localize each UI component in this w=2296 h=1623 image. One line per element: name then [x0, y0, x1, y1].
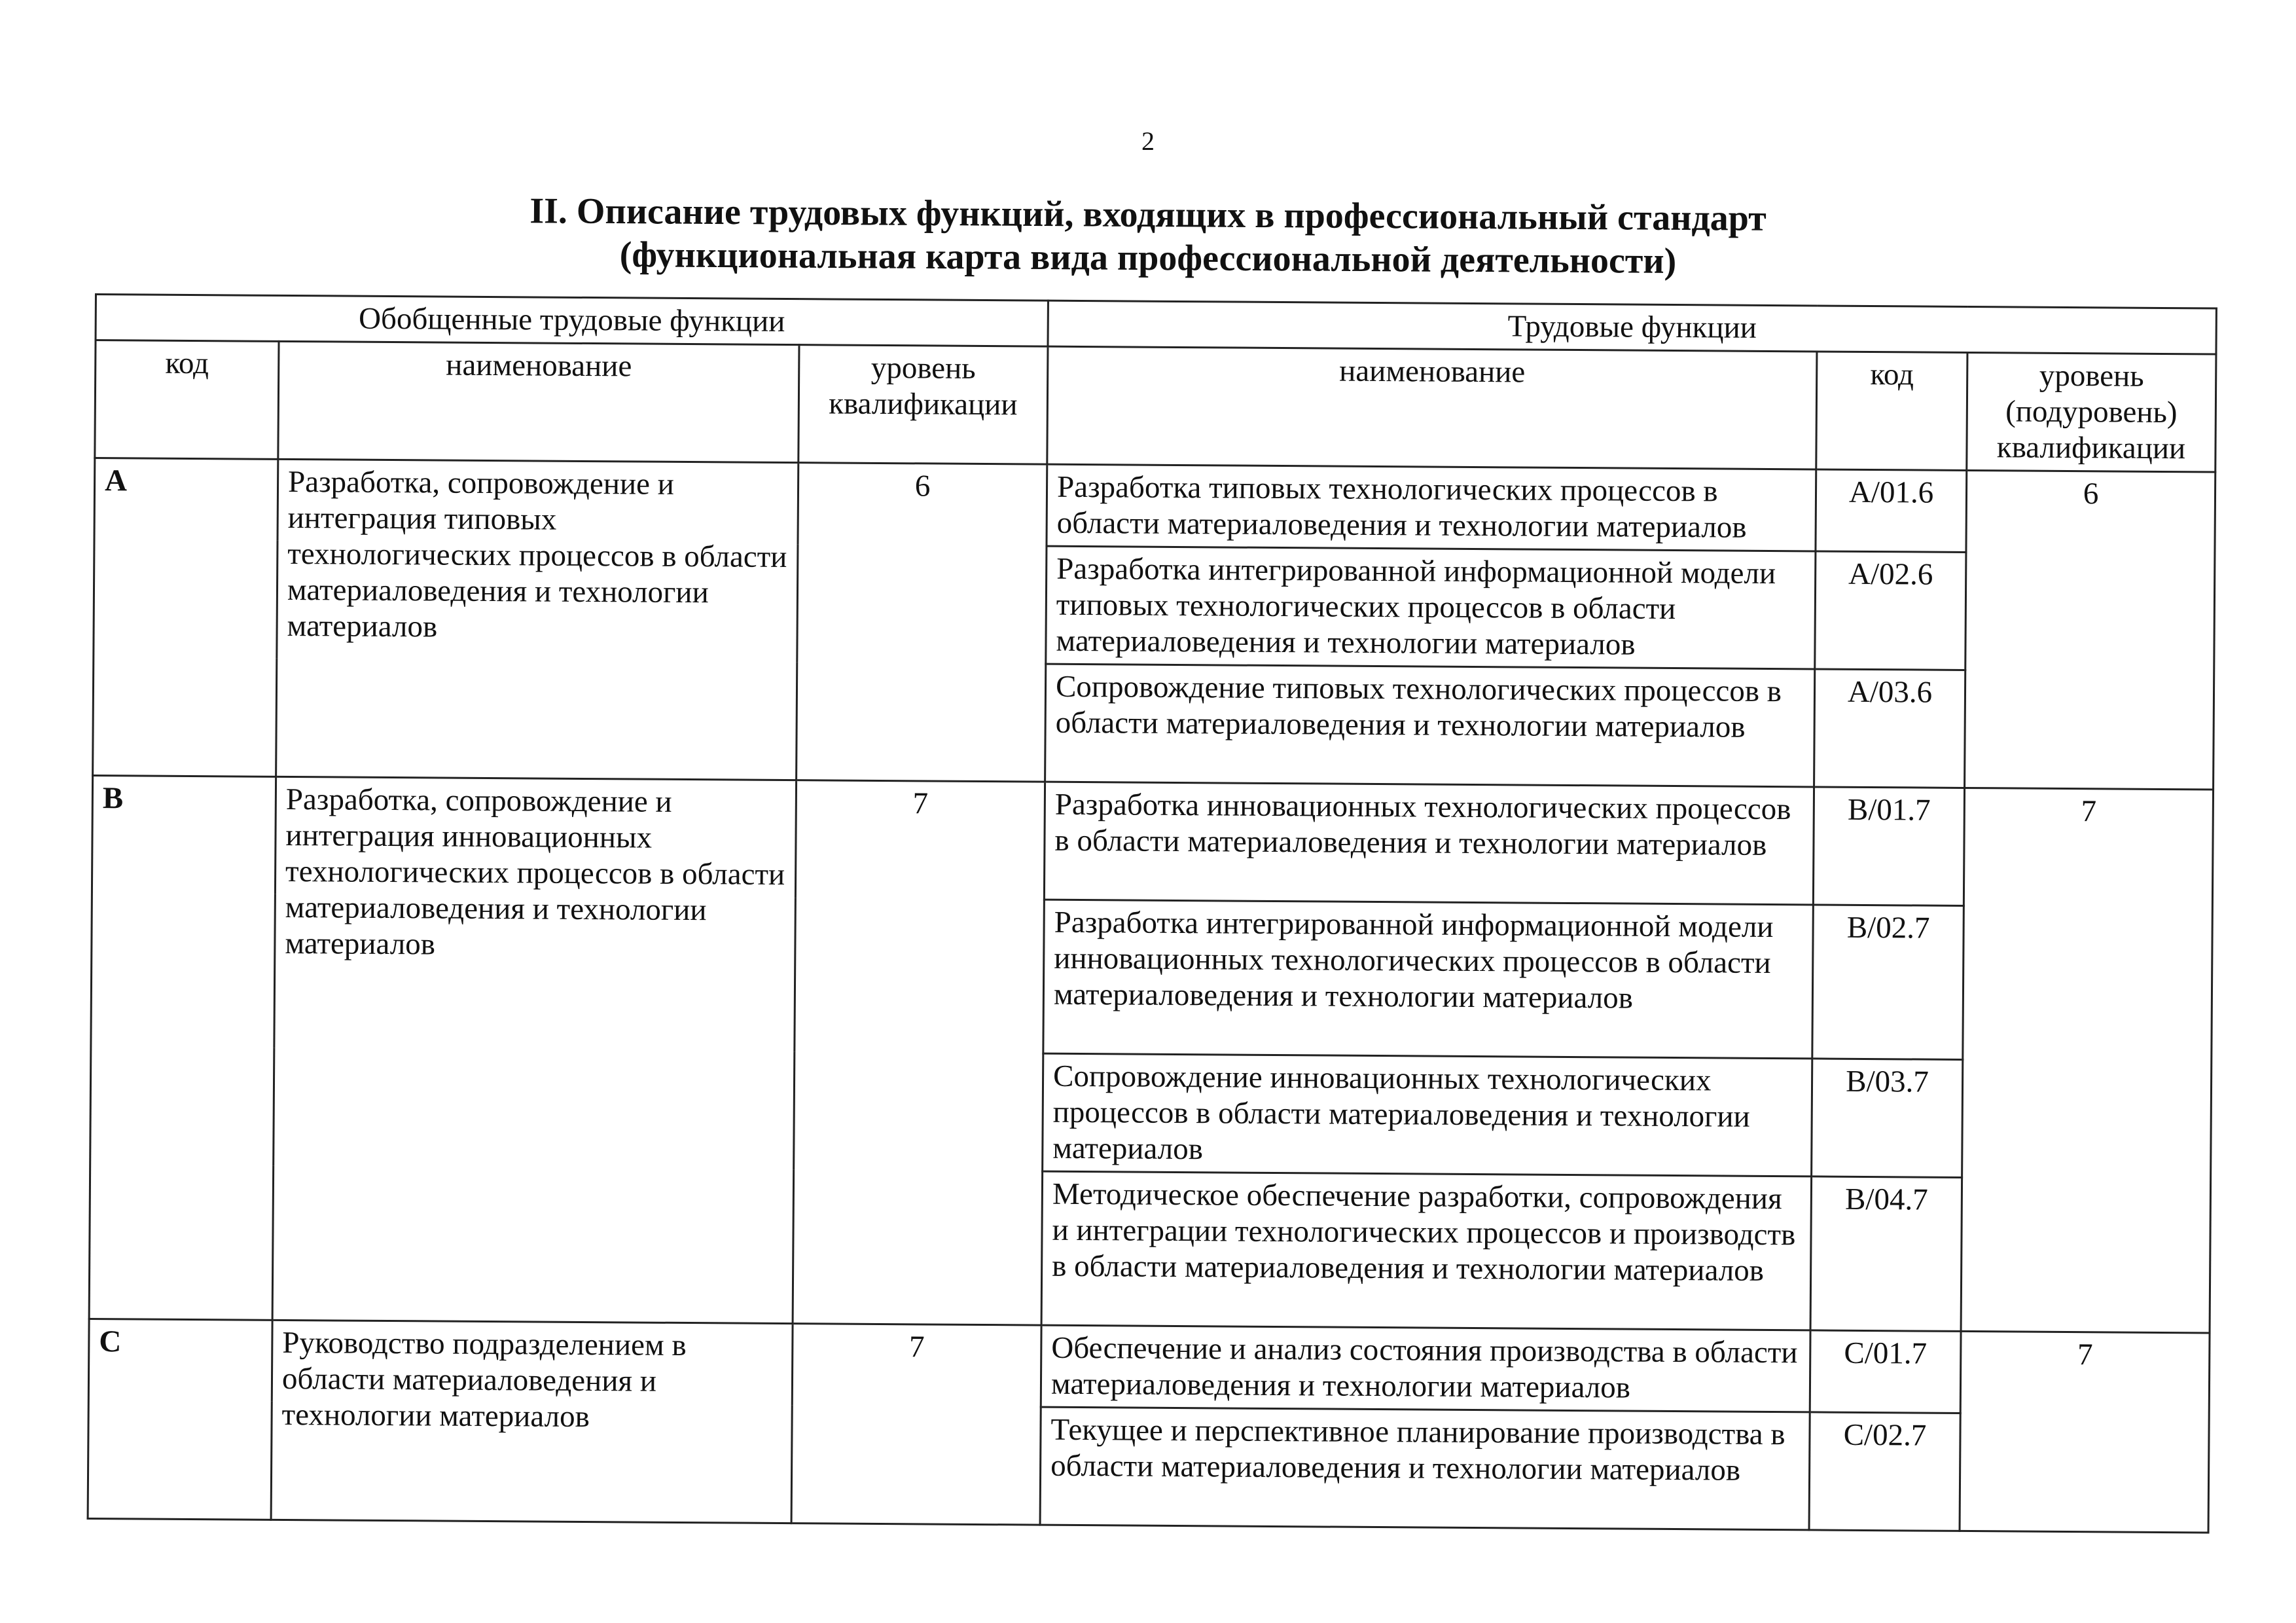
labor-function-code: A/01.6 — [1816, 469, 1967, 553]
header-tf-name: наименование — [1047, 346, 1817, 469]
section-title-line-2: (функциональная карта вида профессиональной деятельности) — [619, 234, 1677, 282]
labor-function-code: C/01.7 — [1810, 1330, 1961, 1413]
table-row — [88, 1319, 2210, 1414]
labor-function-name: Сопровождение инновационных технологических процессов в области материаловедения и технологии материалов — [1043, 1053, 1812, 1176]
labor-function-name: Сопровождение типовых технологических процессов в области материаловедения и технологии материалов — [1045, 664, 1815, 787]
table-row — [94, 458, 2215, 553]
labor-function-code: B/02.7 — [1812, 905, 1964, 1060]
gen-function-level: 6 — [797, 463, 1047, 782]
functional-map-table — [87, 293, 2217, 1533]
gen-function-level: 7 — [793, 780, 1045, 1326]
labor-function-level: 6 — [1965, 470, 2215, 790]
labor-function-name: Методическое обеспечение разработки, сопровождения и интеграции технологических процессов и производств в области материаловедения и технологии материалов — [1041, 1171, 1812, 1330]
labor-function-name: Разработка типовых технологических процессов в области материаловедения и технологии материалов — [1047, 464, 1816, 551]
header-gen-name: наименование — [278, 341, 799, 462]
labor-function-code: B/03.7 — [1812, 1059, 1963, 1178]
labor-function-name: Разработка интегрированной информационной модели типовых технологических процессов в области материаловедения и технологии материалов — [1046, 546, 1816, 669]
header-gen-code: код — [95, 340, 279, 459]
gen-function-code: B — [89, 775, 276, 1320]
labor-function-name: Обеспечение и анализ состояния производства в области материаловедения и технологии материалов — [1041, 1325, 1810, 1412]
header-tf-code: код — [1816, 352, 1967, 470]
gen-function-code: C — [88, 1319, 272, 1520]
labor-function-code: B/04.7 — [1810, 1176, 1962, 1332]
labor-function-name: Разработка интегрированной информационной модели инновационных технологических процессов в области материаловедения и технологии материалов — [1043, 900, 1814, 1059]
labor-function-code: A/02.6 — [1815, 551, 1966, 670]
header-generalized-functions: Обобщенные трудовые функции — [96, 295, 1048, 347]
labor-function-name: Текущее и перспективное планирование производства в области материаловедения и технологии материалов — [1040, 1407, 1810, 1530]
labor-function-level: 7 — [1960, 1331, 2210, 1533]
functional-map-sheet — [87, 293, 2215, 1525]
header-row-sub — [95, 340, 2216, 471]
section-title-line-1: II. Описание трудовых функций, входящих в профессиональный стандарт — [529, 191, 1767, 239]
gen-function-name: Руководство подразделением в области материаловедения и технологии материалов — [271, 1320, 793, 1523]
gen-function-code: A — [93, 458, 278, 776]
gen-function-name: Разработка, сопровождение и интеграция инновационных технологических процессов в области материаловедения и технологии материалов — [272, 776, 796, 1323]
labor-function-code: A/03.6 — [1814, 669, 1965, 788]
header-gen-level: уровень квалификации — [798, 345, 1048, 464]
labor-function-name: Разработка инновационных технологических процессов в области материаловедения и технологии материалов — [1044, 782, 1814, 905]
gen-function-level: 7 — [791, 1324, 1041, 1525]
header-tf-level: уровень (подуровень) квалификации — [1967, 352, 2216, 471]
labor-function-code: C/02.7 — [1809, 1412, 1960, 1531]
gen-function-name: Разработка, сопровождение и интеграция типовых технологических процессов в области материаловедения и технологии материалов — [276, 459, 798, 780]
labor-function-level: 7 — [1961, 788, 2213, 1333]
page-number: 2 — [1141, 126, 1155, 156]
labor-function-code: B/01.7 — [1813, 787, 1964, 906]
table-row — [92, 775, 2213, 907]
header-labor-functions: Трудовые функции — [1048, 301, 2216, 354]
